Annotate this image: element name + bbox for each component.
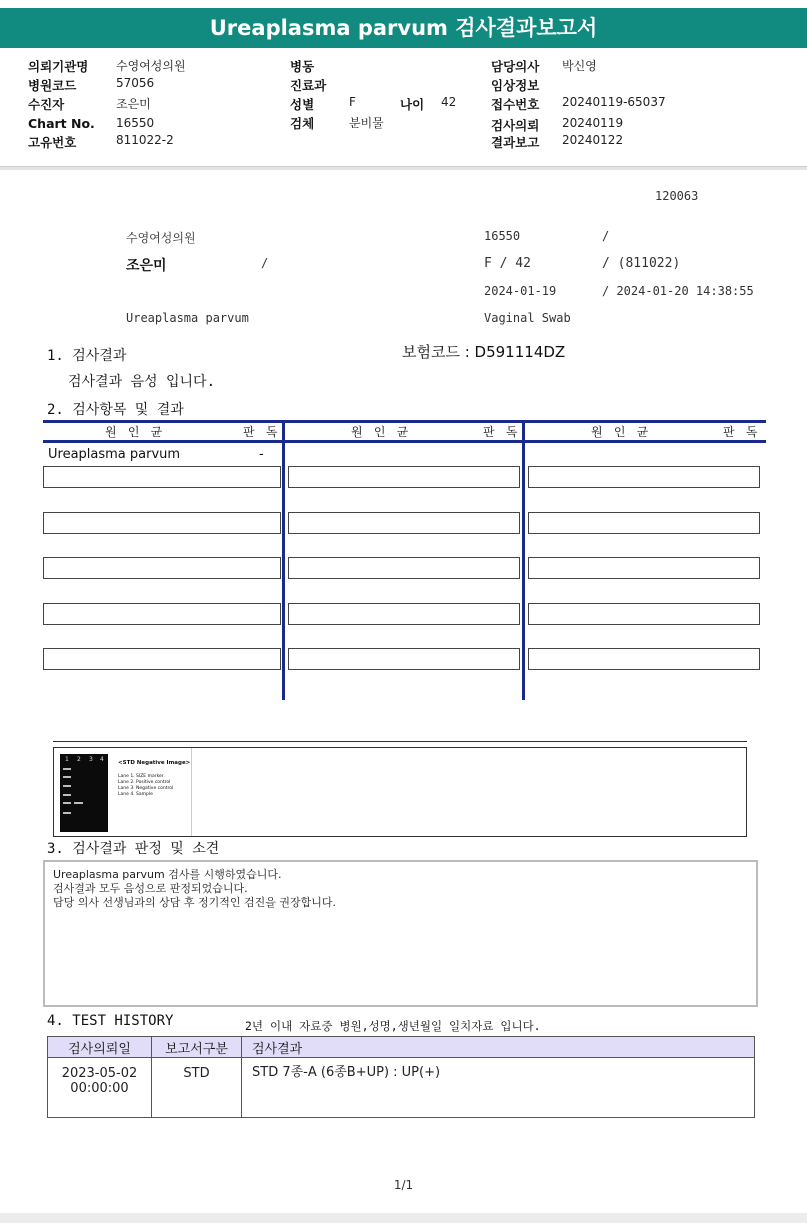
gel-image-box [53,747,747,837]
header-label: 임상정보 [491,78,540,93]
opinion-line: 검사결과 모두 음성으로 판정되었습니다. [53,882,248,895]
header-label: 의뢰기관명 [28,59,89,74]
gel-band [63,785,71,787]
history-date-cell [48,1058,152,1118]
table-row [48,1058,755,1118]
table-divider [522,420,525,700]
item-name: Ureaplasma parvum [48,447,181,462]
history-date: 2023-05-02 [61,1066,138,1081]
col-header-reading: 판 독 [243,425,280,439]
request-date: 2024-01-19 [484,284,557,298]
header-label: 담당의사 [491,59,540,74]
header-value: 811022-2 [116,133,174,147]
header-value: F [349,95,356,109]
result-cell [288,466,520,488]
col-header-result: 검사결과 [242,1037,755,1058]
gel-electrophoresis-image [60,754,108,832]
header-divider [0,166,807,170]
section-2-heading: 2. 검사항목 및 결과 [47,402,184,418]
result-cell [43,648,281,670]
section-4-heading: 4. TEST HISTORY [47,1013,174,1029]
header-value: 분비물 [349,116,384,130]
header-label: 검체 [290,116,315,131]
col-header-reading: 판 독 [483,425,520,439]
header-label: 병원코드 [28,78,77,93]
test-name: Ureaplasma parvum [126,311,249,325]
page-number: 1/1 [393,1178,414,1192]
history-type: STD [152,1058,242,1118]
header-label: 고유번호 [28,135,77,150]
header-value: 20240122 [562,133,624,147]
col-header-report-type: 보고서구분 [152,1037,242,1058]
header-value: 20240119 [562,116,624,130]
sex-age: F / 42 [484,256,531,271]
result-cell [43,466,281,488]
header-label: 접수번호 [491,97,540,112]
gel-lane-label: Lane 4. Sample [118,792,153,797]
table-divider [282,420,285,700]
insurance-code: 보험코드 : D591114DZ [402,343,566,361]
result-cell [528,603,760,625]
separator: / [602,229,610,243]
results-table [43,420,766,702]
table-border [43,440,766,443]
col-header-organism: 원 인 균 [351,425,411,439]
header-label: 진료과 [290,78,327,93]
report-datetime: / 2024-01-20 14:38:55 [602,284,754,298]
col-header-organism: 원 인 균 [105,425,165,439]
gel-band [63,802,71,804]
header-value: 박신영 [562,59,597,73]
header-label: 병동 [290,59,315,74]
header-label: 검사의뢰 [491,118,540,133]
hospital-name: 수영여성의원 [126,231,196,245]
gel-image-card [54,748,192,836]
gel-band [63,768,71,770]
specimen: Vaginal Swab [484,311,571,325]
gel-lane-label: Lane 3. Negative control [118,786,174,791]
gel-band [63,776,71,778]
header-value: 수영여성의원 [116,59,186,73]
lane-number: 1 [65,756,69,763]
result-cell [43,557,281,579]
report-title: Ureaplasma parvum 검사결과보고서 [0,8,807,48]
section-1-heading: 1. 검사결과 [47,348,127,364]
header-value: 20240119-65037 [562,95,666,109]
result-summary: 검사결과 음성 입니다. [68,374,216,390]
result-cell [288,648,520,670]
gel-band [74,802,83,804]
col-header-organism: 원 인 균 [591,425,651,439]
gel-lane-label: Lane 2. Positive control [118,780,171,785]
birth-date: / (811022) [602,256,681,271]
history-table [47,1036,755,1118]
section-3-heading: 3. 검사결과 판정 및 소견 [47,841,220,857]
history-result: STD 7종-A (6종B+UP) : UP(+) [242,1058,755,1118]
header-label: Chart No. [28,116,95,131]
header-label: 결과보고 [491,135,540,150]
gel-title: <STD Negative Image> [118,760,191,766]
report-code: 120063 [655,189,699,203]
result-cell [528,512,760,534]
gel-lane-label: Lane 1. SIZE marker [118,774,164,779]
lane-number: 3 [89,756,93,763]
history-time: 00:00:00 [70,1081,129,1096]
report-header [0,52,807,166]
col-header-reading: 판 독 [723,425,760,439]
result-cell [528,466,760,488]
separator: / [261,256,269,270]
result-cell [288,557,520,579]
opinion-line: Ureaplasma parvum 검사를 시행하였습니다. [53,868,282,881]
header-value: 57056 [116,76,155,90]
result-cell [43,512,281,534]
gel-band [63,812,71,814]
header-label: 수진자 [28,97,65,112]
result-cell [288,603,520,625]
opinion-line: 담당 의사 선생님과의 상담 후 정기적인 검진을 권장합니다. [53,896,336,909]
age-value: 42 [441,95,457,109]
patient-name: 조은미 [126,258,167,274]
bottom-bar [0,1213,807,1223]
header-value: 조은미 [116,97,151,111]
header-value: 16550 [116,116,155,130]
result-cell [528,648,760,670]
item-result: - [259,447,264,462]
result-cell [528,557,760,579]
col-header-request-date: 검사의뢰일 [48,1037,152,1058]
opinion-box [43,860,758,1007]
history-note: 2년 이내 자료중 병원,성명,생년월일 일치자료 입니다. [245,1019,541,1033]
result-cell [43,603,281,625]
result-cell [288,512,520,534]
lane-number: 4 [100,756,104,763]
gel-band [63,794,71,796]
chart-number: 16550 [484,229,521,243]
lane-number: 2 [77,756,81,763]
age-label: 나이 [400,97,425,112]
header-label: 성별 [290,97,315,112]
divider-line [53,741,747,742]
